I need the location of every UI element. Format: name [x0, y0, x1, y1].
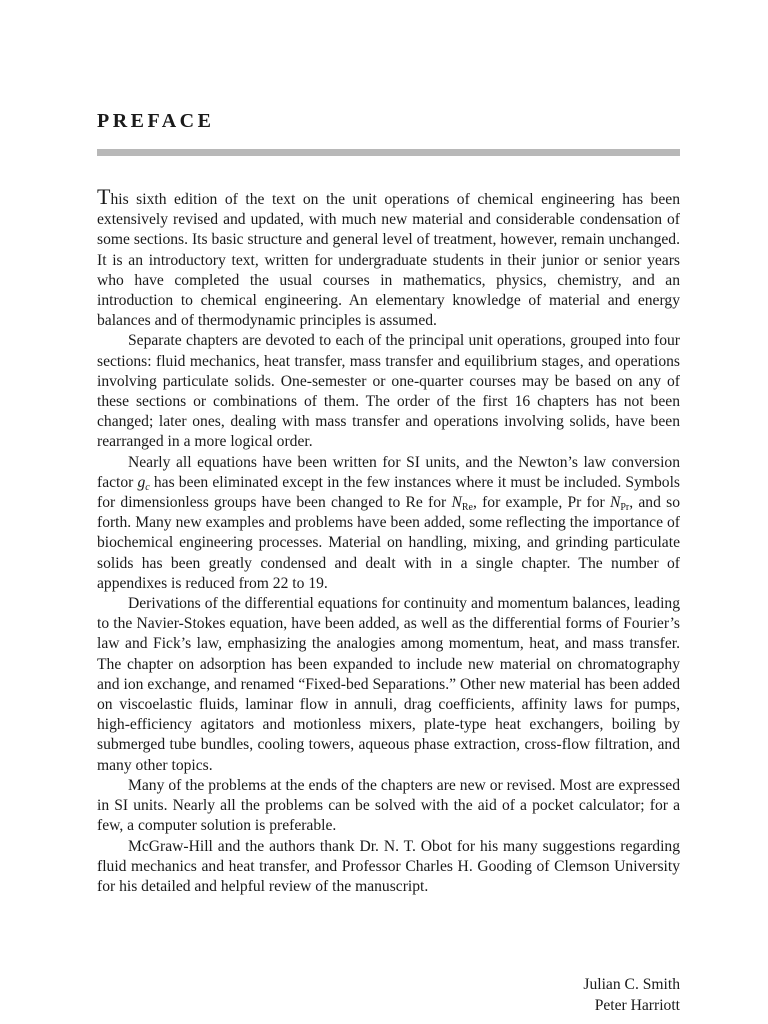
paragraph-4: Derivations of the differential equations for continuity and momentum balances, leading to the Navier-Stokes equation, have been added, as well as the differential forms of Fourier’s law and Fick’s law, emphasizing the analogies among momentum, heat, and mass transfer. The chapter on adsorption has been expanded to include new material on chromatography and ion exchange, and renamed “Fixed-bed Separations.” Other new material has been added on viscoelastic fluids, laminar flow in annuli, drag coefficients, affinity laws for pumps, high-efficiency agitators and motionless mixers, plate-type heat exchangers, boiling by submerged tube bundles, cooling towers, aqueous phase extraction, cross-flow filtration, and many other topics.	[97, 595, 680, 774]
author-name: Julian C. Smith	[583, 976, 680, 993]
paragraph-3	[97, 453, 680, 594]
gc-symbol: g	[137, 473, 146, 491]
paragraph-5: Many of the problems at the ends of the chapters are new or revised. Most are expressed in SI units. Nearly all the problems can be solved with the aid of a pocket calculator; for a few, a computer solution is preferable.	[97, 776, 680, 835]
nre-subscript: Re	[461, 502, 473, 514]
title-rule-divider	[97, 149, 680, 156]
drop-cap: T	[97, 184, 111, 209]
preface-body	[97, 184, 680, 897]
nre-symbol: N	[451, 494, 462, 512]
npr-subscript: Pr	[620, 502, 630, 514]
page-title: PREFACE	[97, 110, 215, 132]
paragraph-3-text-d: , and so forth. Many new examples and problems have been added, some reflecting the importance of biochemical engineering processes. Material on handling, mixing, and grinding particulate solids has been greatly condensed and dealt with in a single chapter. The number of appendixes is reduced from 22 to 19.	[97, 494, 680, 592]
paragraph-3-text-c: , for example, Pr for	[472, 494, 610, 512]
paragraph-6: McGraw-Hill and the authors thank Dr. N. T. Obot for his many suggestions regarding fluid mechanics and heat transfer, and Professor Charles H. Gooding of Clemson University for his detailed and helpful review of the manuscript.	[97, 837, 680, 895]
paragraph-2: Separate chapters are devoted to each of the principal unit operations, grouped into four sections: fluid mechanics, heat transfer, mass transfer and equilibrium stages, and operations involving particulate solids. One-semester or one-quarter courses may be based on any of these sections or combinations of them. The order of the first 16 chapters has not been changed; later ones, dealing with mass transfer and operations involving solids, have been rearranged in a more logical order.	[97, 332, 680, 451]
npr-symbol: N	[609, 494, 621, 512]
paragraph-3-text-b: has been eliminated except in the few instances where it must be included. Symbols for dimensionless groups have been changed to Re for	[97, 473, 680, 512]
author-signatures	[583, 975, 680, 1016]
paragraph-1	[97, 184, 680, 331]
gc-subscript: c	[145, 481, 150, 493]
author-name: Peter Harriott	[594, 996, 680, 1014]
paragraph-3-text-a: Nearly all equations have been written for SI units, and the Newton’s law conversion factor	[97, 453, 680, 491]
paragraph-1-text: his sixth edition of the text on the unit operations of chemical engineering has been extensively revised and updated, with much new material and considerable condensation of some sections. Its basic structure and general level of treatment, however, remain unchanged. It is an introductory text, written for undergraduate students in their junior or senior years who have completed the usual courses in mathematics, physics, chemistry, and an introduction to chemical engineering. An elementary knowledge of material and energy balances and of thermodynamic principles is assumed.	[97, 191, 680, 330]
